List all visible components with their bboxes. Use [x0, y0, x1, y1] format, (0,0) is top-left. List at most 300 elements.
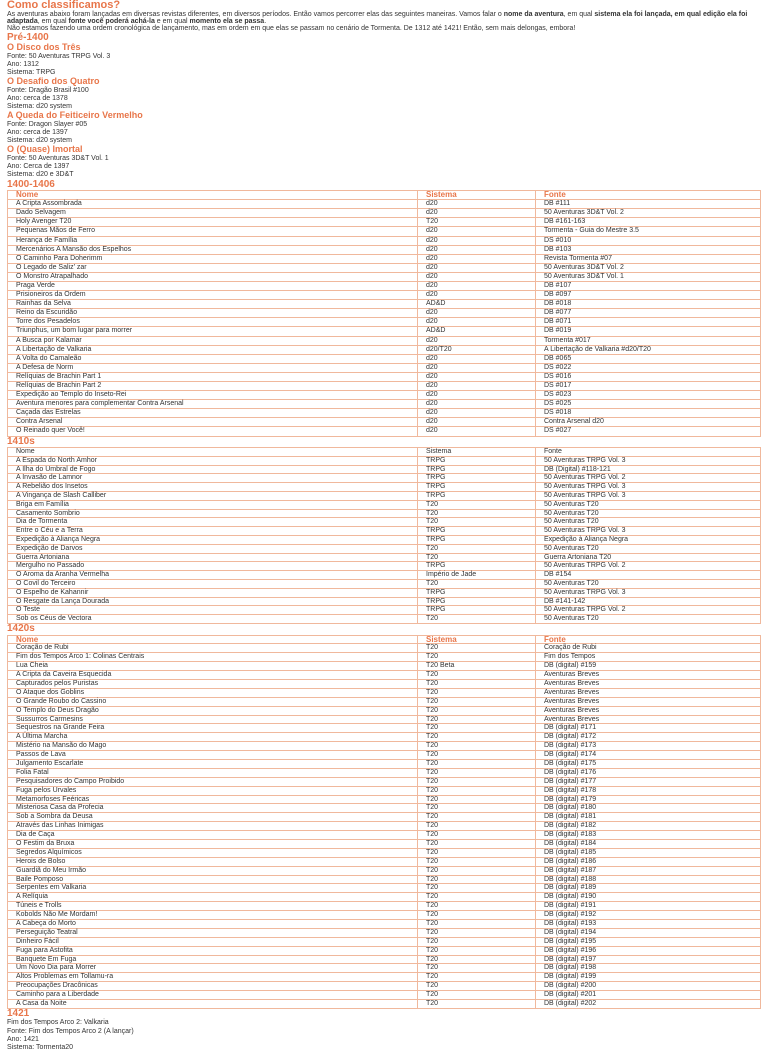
table-cell: A Defesa de Norm: [8, 363, 418, 372]
table-cell: Coração de Rubi: [8, 644, 418, 653]
table-cell: d20: [418, 291, 536, 300]
meta-line: Fonte: 50 Aventuras 3D&T Vol. 1: [7, 154, 109, 162]
table-cell: Entre o Céu e a Terra: [8, 527, 418, 536]
table-row: [8, 857, 761, 866]
table-cell: Preocupações Dracônicas: [8, 982, 418, 991]
table-row: [8, 382, 761, 391]
table-cell: T20: [418, 804, 536, 813]
intro-paragraph-2: Não estamos fazendo uma ordem cronológica de lançamento, mas em ordem em que elas se passam no cenário de Tormenta. De 1312 até 1421! Então, sem mais delongas, embora!: [7, 25, 576, 33]
table-cell: DB #107: [536, 281, 761, 290]
table-cell: 50 Aventuras TRPG Vol. 3: [536, 588, 761, 597]
table-cell: Fuga pelos Urvales: [8, 786, 418, 795]
table-cell: 50 Aventuras TRPG Vol. 3: [536, 456, 761, 465]
table-cell: DB #019: [536, 327, 761, 336]
section-heading-1410: 1410s: [7, 435, 35, 447]
table-cell: T20: [418, 884, 536, 893]
table-cell: T20: [418, 866, 536, 875]
table-cell: AD&D: [418, 327, 536, 336]
table-row: [8, 804, 761, 813]
table-row: [8, 263, 761, 272]
table-cell: T20: [418, 822, 536, 831]
table-cell: TRPG: [418, 483, 536, 492]
table-cell: Coração de Rubi: [536, 644, 761, 653]
table-cell: T20: [418, 982, 536, 991]
table-cell: Torre dos Pesadelos: [8, 318, 418, 327]
table-row: [8, 615, 761, 624]
table-cell: d20: [418, 318, 536, 327]
table-cell: DB (Digital) #118-121: [536, 465, 761, 474]
table-cell: T20 Beta: [418, 662, 536, 671]
table-cell: Guerra Artoniana: [8, 553, 418, 562]
table-row: [8, 751, 761, 760]
table-cell: Baile Pomposo: [8, 875, 418, 884]
table-cell: 50 Aventuras T20: [536, 544, 761, 553]
table-cell: d20: [418, 209, 536, 218]
table-row: [8, 679, 761, 688]
table-row: [8, 884, 761, 893]
table-row: [8, 606, 761, 615]
table-cell: Relíquias de Brachin Part 1: [8, 372, 418, 381]
table-cell: A Busca por Kalamar: [8, 336, 418, 345]
table-cell: A Cripta da Caveira Esquecida: [8, 671, 418, 680]
table-cell: T20: [418, 902, 536, 911]
table-row: [8, 518, 761, 527]
table-cell: TRPG: [418, 536, 536, 545]
table-cell: T20: [418, 715, 536, 724]
table-row: [8, 688, 761, 697]
meta-line: Ano: 1312: [7, 60, 39, 68]
table-cell: T20: [418, 218, 536, 227]
table-row: [8, 671, 761, 680]
table-cell: d20: [418, 200, 536, 209]
table-row: [8, 866, 761, 875]
table-cell: Um Novo Dia para Morrer: [8, 964, 418, 973]
table-cell: A Cabeça do Morto: [8, 920, 418, 929]
table-cell: d20: [418, 363, 536, 372]
table-row: [8, 281, 761, 290]
table-cell: TRPG: [418, 597, 536, 606]
table-cell: DS #018: [536, 409, 761, 418]
table-cell: DB (digital) #198: [536, 964, 761, 973]
table-row: [8, 759, 761, 768]
table-cell: Prisioneiros da Ordem: [8, 291, 418, 300]
column-header: Fonte: [536, 448, 761, 457]
table-cell: TRPG: [418, 474, 536, 483]
table-row: [8, 391, 761, 400]
table-cell: Caminho para a Liberdade: [8, 991, 418, 1000]
table-cell: TRPG: [418, 492, 536, 501]
table-cell: T20: [418, 937, 536, 946]
meta-line: Sistema: d20 system: [7, 137, 72, 145]
table-cell: 50 Aventuras TRPG Vol. 2: [536, 606, 761, 615]
table-header-row: [8, 448, 761, 457]
table-cell: T20: [418, 768, 536, 777]
table-cell: Misteriosa Casa da Profecia: [8, 804, 418, 813]
table-cell: T20: [418, 688, 536, 697]
table-cell: DS #023: [536, 391, 761, 400]
table-cell: Metamorfoses Feéricas: [8, 795, 418, 804]
table-cell: d20: [418, 272, 536, 281]
table-cell: Serpentes em Valkaria: [8, 884, 418, 893]
table-cell: T20: [418, 653, 536, 662]
intro-bold: nome da aventura: [503, 11, 564, 18]
column-header: Sistema: [418, 191, 536, 200]
table-row: [8, 973, 761, 982]
table-cell: 50 Aventuras T20: [536, 615, 761, 624]
table-cell: Aventuras Breves: [536, 697, 761, 706]
table-cell: T20: [418, 831, 536, 840]
table-cell: DB (digital) #182: [536, 822, 761, 831]
table-cell: Praga Verde: [8, 281, 418, 290]
table-cell: Guerra Artoniana T20: [536, 553, 761, 562]
table-row: [8, 902, 761, 911]
table-cell: Pesquisadores do Campo Proibido: [8, 777, 418, 786]
table-cell: DB (digital) #185: [536, 848, 761, 857]
table-cell: Expedição ao Templo do Inseto-Rei: [8, 391, 418, 400]
table-cell: d20: [418, 354, 536, 363]
table-cell: Mergulho no Passado: [8, 562, 418, 571]
table-cell: DB #077: [536, 309, 761, 318]
document: [7, 0, 761, 1052]
table-cell: O Aroma da Aranha Vermelha: [8, 571, 418, 580]
table-cell: d20: [418, 236, 536, 245]
table-cell: Lua Cheia: [8, 662, 418, 671]
table-row: [8, 500, 761, 509]
table-cell: TRPG: [418, 456, 536, 465]
intro-text: e em qual: [156, 18, 188, 26]
table-cell: Folia Fatal: [8, 768, 418, 777]
table-row: [8, 254, 761, 263]
table-cell: Mercenários A Mansão dos Espelhos: [8, 245, 418, 254]
intro-text: .: [264, 18, 267, 26]
table-cell: DB (digital) #199: [536, 973, 761, 982]
intro-text: As aventuras abaixo foram lançadas em diversas revistas diferentes, em diversos períodos. Então vamos percorrer elas das seguintes maneiras. Vamos falar o: [7, 11, 502, 18]
table-cell: d20: [418, 400, 536, 409]
table-cell: Aventuras Breves: [536, 679, 761, 688]
table-cell: Altos Problemas em Tollamu-ra: [8, 973, 418, 982]
table-cell: Tormenta - Guia do Mestre 3.5: [536, 227, 761, 236]
table-cell: Sequestros na Grande Feira: [8, 724, 418, 733]
table-row: [8, 991, 761, 1000]
table-cell: T20: [418, 964, 536, 973]
table-cell: A Libertação de Valkaria #d20/T20: [536, 345, 761, 354]
table-cell: DB (digital) #201: [536, 991, 761, 1000]
table-cell: A Rebelião dos Insetos: [8, 483, 418, 492]
table-cell: O Festim da Bruxa: [8, 840, 418, 849]
table-cell: DS #017: [536, 382, 761, 391]
table-cell: DS #010: [536, 236, 761, 245]
table-row: [8, 831, 761, 840]
table-cell: DB (digital) #183: [536, 831, 761, 840]
table-cell: Tormenta #017: [536, 336, 761, 345]
table-row: [8, 768, 761, 777]
table-row: [8, 409, 761, 418]
table-row: [8, 937, 761, 946]
table-row: [8, 840, 761, 849]
table-row: [8, 245, 761, 254]
table-cell: Sob os Céus de Vectora: [8, 615, 418, 624]
table-cell: Dinheiro Fácil: [8, 937, 418, 946]
table-cell: T20: [418, 518, 536, 527]
table-cell: d20: [418, 309, 536, 318]
meta-line: Ano: Cerca de 1397: [7, 163, 70, 171]
table-cell: AD&D: [418, 300, 536, 309]
page-title: Como classificamos?: [7, 0, 121, 11]
adventure-table-1420: [7, 635, 761, 1009]
table-cell: T20: [418, 724, 536, 733]
table-cell: DB #097: [536, 291, 761, 300]
table-cell: DB (digital) #172: [536, 733, 761, 742]
table-row: [8, 875, 761, 884]
table-cell: Expedição de Darvos: [8, 544, 418, 553]
table-cell: d20: [418, 382, 536, 391]
table-cell: A Casa da Noite: [8, 1000, 418, 1009]
column-header: Nome: [8, 191, 418, 200]
table-cell: Aventura menores para complementar Contra Arsenal: [8, 400, 418, 409]
table-cell: DB #103: [536, 245, 761, 254]
table-cell: Império de Jade: [418, 571, 536, 580]
table-row: [8, 964, 761, 973]
table-cell: DB (digital) #181: [536, 813, 761, 822]
table-cell: DB #161-163: [536, 218, 761, 227]
table-row: [8, 345, 761, 354]
table-cell: d20/T20: [418, 345, 536, 354]
meta-line: Fim dos Tempos Arco 2: Valkaria: [7, 1019, 109, 1027]
table-cell: T20: [418, 813, 536, 822]
table-row: [8, 955, 761, 964]
table-cell: d20: [418, 254, 536, 263]
table-cell: 50 Aventuras TRPG Vol. 3: [536, 483, 761, 492]
table-cell: Banquete Em Fuga: [8, 955, 418, 964]
table-cell: Contra Arsenal d20: [536, 418, 761, 427]
adventure-title: A Queda do Feiticeiro Vermelho: [7, 110, 143, 121]
table-cell: Túneis e Trolls: [8, 902, 418, 911]
table-cell: Dia de Tormenta: [8, 518, 418, 527]
table-cell: T20: [418, 509, 536, 518]
table-row: [8, 474, 761, 483]
adventure-table-1410: [7, 447, 761, 624]
table-cell: O Espelho de Kahannir: [8, 588, 418, 597]
table-cell: DB (digital) #178: [536, 786, 761, 795]
table-cell: TRPG: [418, 606, 536, 615]
meta-line: Sistema: d20 system: [7, 103, 72, 111]
table-cell: Fim dos Tempos: [536, 653, 761, 662]
table-cell: DB (digital) #200: [536, 982, 761, 991]
table-cell: d20: [418, 336, 536, 345]
table-cell: O Reinado quer Você!: [8, 427, 418, 436]
table-cell: DS #025: [536, 400, 761, 409]
table-cell: Através das Linhas Inimigas: [8, 822, 418, 831]
table-row: [8, 562, 761, 571]
table-cell: T20: [418, 580, 536, 589]
table-cell: 50 Aventuras TRPG Vol. 2: [536, 474, 761, 483]
section-heading-1420: 1420s: [7, 623, 35, 635]
table-row: [8, 272, 761, 281]
table-cell: DB #154: [536, 571, 761, 580]
table-cell: Fim dos Tempos Arco 1: Colinas Centrais: [8, 653, 418, 662]
table-cell: DB #111: [536, 200, 761, 209]
table-cell: Aventuras Breves: [536, 688, 761, 697]
table-cell: DB (digital) #196: [536, 946, 761, 955]
table-row: [8, 418, 761, 427]
table-row: [8, 200, 761, 209]
table-cell: T20: [418, 991, 536, 1000]
table-row: [8, 465, 761, 474]
table-row: [8, 492, 761, 501]
table-cell: DB (digital) #202: [536, 1000, 761, 1009]
table-cell: T20: [418, 777, 536, 786]
table-row: [8, 946, 761, 955]
table-cell: DS #027: [536, 427, 761, 436]
table-cell: Guardiã do Meu Irmão: [8, 866, 418, 875]
table-cell: T20: [418, 671, 536, 680]
table-cell: A Relíquia: [8, 893, 418, 902]
table-cell: O Templo do Deus Dragão: [8, 706, 418, 715]
table-cell: A Vingança de Slash Calliber: [8, 492, 418, 501]
table-row: [8, 580, 761, 589]
table-row: [8, 483, 761, 492]
adventure-title: O (Quase) Imortal: [7, 144, 83, 155]
table-cell: Casamento Sombrio: [8, 509, 418, 518]
table-cell: Herois de Bolso: [8, 857, 418, 866]
table-cell: O Caminho Para Doherimm: [8, 254, 418, 263]
table-cell: T20: [418, 706, 536, 715]
table-cell: Aventuras Breves: [536, 715, 761, 724]
meta-line: Sistema: Tormenta20: [7, 1044, 74, 1052]
table-row: [8, 848, 761, 857]
table-cell: 50 Aventuras TRPG Vol. 3: [536, 492, 761, 501]
table-cell: Rainhas da Selva: [8, 300, 418, 309]
table-cell: d20: [418, 409, 536, 418]
table-row: [8, 588, 761, 597]
table-cell: T20: [418, 733, 536, 742]
table-row: [8, 644, 761, 653]
intro-text: , em qual: [563, 11, 593, 18]
table-cell: DB (digital) #195: [536, 937, 761, 946]
table-cell: DB (digital) #176: [536, 768, 761, 777]
table-cell: DB (digital) #180: [536, 804, 761, 813]
table-row: [8, 209, 761, 218]
table-row: [8, 509, 761, 518]
intro-bold: sistema ela foi lançada, em qual edição ela foi adaptada: [7, 11, 748, 26]
table-cell: DS #016: [536, 372, 761, 381]
table-cell: Herança de Família: [8, 236, 418, 245]
table-cell: O Resgate da Lança Dourada: [8, 597, 418, 606]
table-cell: Triunphus, um bom lugar para morrer: [8, 327, 418, 336]
table-cell: T20: [418, 973, 536, 982]
table-cell: Aventuras Breves: [536, 671, 761, 680]
intro-text: , em qual: [37, 18, 67, 26]
table-cell: TRPG: [418, 588, 536, 597]
table-cell: DB (digital) #190: [536, 893, 761, 902]
table-cell: d20: [418, 281, 536, 290]
table-cell: T20: [418, 786, 536, 795]
table-cell: Dia de Caça: [8, 831, 418, 840]
table-cell: T20: [418, 795, 536, 804]
table-cell: Aventuras Breves: [536, 706, 761, 715]
table-cell: T20: [418, 615, 536, 624]
adventure-title: O Disco dos Três: [7, 42, 81, 53]
table-cell: T20: [418, 500, 536, 509]
table-cell: T20: [418, 840, 536, 849]
table-cell: d20: [418, 263, 536, 272]
table-cell: T20: [418, 697, 536, 706]
meta-line: Ano: 1421: [7, 1035, 39, 1043]
table-cell: 50 Aventuras 3D&T Vol. 2: [536, 263, 761, 272]
table-cell: DB (digital) #197: [536, 955, 761, 964]
table-row: [8, 527, 761, 536]
table-cell: DB (digital) #188: [536, 875, 761, 884]
table-cell: T20: [418, 679, 536, 688]
table-cell: Caçada das Estrelas: [8, 409, 418, 418]
table-row: [8, 336, 761, 345]
table-cell: A Volta do Camaleão: [8, 354, 418, 363]
section-heading-pre1400: Pré-1400: [7, 31, 49, 43]
table-row: [8, 236, 761, 245]
table-cell: T20: [418, 911, 536, 920]
table-row: [8, 777, 761, 786]
table-cell: Perseguição Teatral: [8, 928, 418, 937]
table-row: [8, 982, 761, 991]
table-cell: 50 Aventuras T20: [536, 518, 761, 527]
intro-bold: momento ela se passa: [189, 18, 265, 26]
table-row: [8, 822, 761, 831]
table-row: [8, 733, 761, 742]
table-cell: T20: [418, 553, 536, 562]
table-cell: Expedição à Aliança Negra: [536, 536, 761, 545]
column-header: Nome: [8, 635, 418, 644]
table-row: [8, 928, 761, 937]
column-header: Fonte: [536, 635, 761, 644]
table-cell: DB (digital) #191: [536, 902, 761, 911]
table-cell: Briga em Família: [8, 500, 418, 509]
table-row: [8, 400, 761, 409]
meta-line: Fonte: Dragão Brasil #100: [7, 86, 89, 94]
table-row: [8, 786, 761, 795]
table-cell: Holy Avenger T20: [8, 218, 418, 227]
table-cell: T20: [418, 928, 536, 937]
table-row: [8, 911, 761, 920]
table-cell: 50 Aventuras TRPG Vol. 3: [536, 527, 761, 536]
table-row: [8, 227, 761, 236]
table-row: [8, 300, 761, 309]
table-cell: T20: [418, 920, 536, 929]
table-cell: Relíquias de Brachin Part 2: [8, 382, 418, 391]
table-cell: T20: [418, 893, 536, 902]
section-heading-1400: 1400-1406: [7, 178, 55, 190]
meta-line: Ano: cerca de 1397: [7, 129, 68, 137]
table-cell: A Cripta Assombrada: [8, 200, 418, 209]
table-cell: d20: [418, 427, 536, 436]
meta-line: Fonte: 50 Aventuras TRPG Vol. 3: [7, 52, 111, 60]
table-row: [8, 309, 761, 318]
table-cell: O Ataque dos Goblins: [8, 688, 418, 697]
table-cell: Pequenas Mãos de Ferro: [8, 227, 418, 236]
table-cell: T20: [418, 857, 536, 866]
table-cell: DB (digital) #159: [536, 662, 761, 671]
table-cell: TRPG: [418, 527, 536, 536]
table-cell: DB (digital) #186: [536, 857, 761, 866]
table-cell: Fuga para Astofita: [8, 946, 418, 955]
table-header-row: [8, 635, 761, 644]
table-cell: O Grande Roubo do Cassino: [8, 697, 418, 706]
table-cell: Mistério na Mansão do Mago: [8, 742, 418, 751]
table-row: [8, 715, 761, 724]
table-row: [8, 544, 761, 553]
table-cell: T20: [418, 644, 536, 653]
table-row: [8, 218, 761, 227]
table-cell: A Ilha do Umbral de Fogo: [8, 465, 418, 474]
